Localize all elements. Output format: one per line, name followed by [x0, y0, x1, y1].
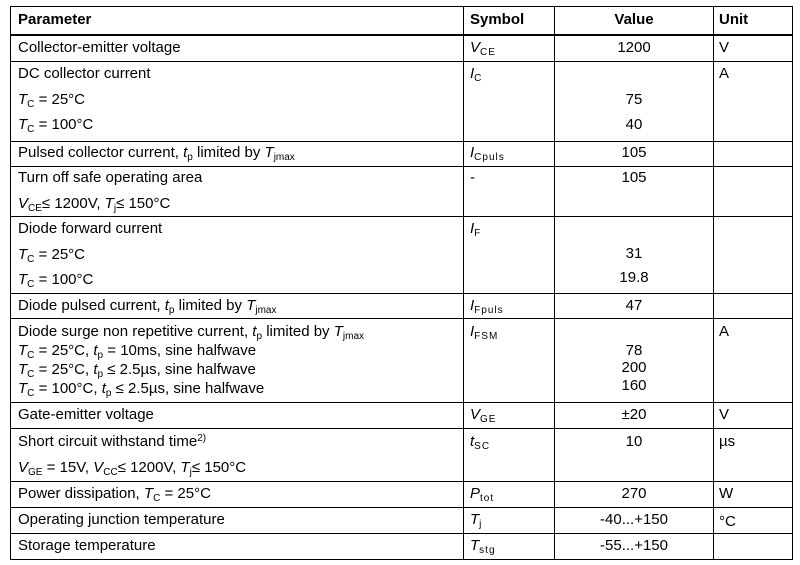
param-ifpuls: Diode pulsed current, $t_p$ limited by $T_{jmax}$	[18, 297, 277, 316]
param-ifsm: Diode surge non repetitive current, $t_p$ limited by $T_{jmax}$	[18, 323, 365, 342]
value-ic-2: 40	[625, 116, 643, 133]
symbol-tsc: $t_{SC}$	[470, 433, 491, 452]
value-tsc: 10	[625, 433, 643, 450]
param-tstg: Storage temperature	[18, 537, 156, 554]
param-icpuls: Pulsed collector current, $t_p$ limited by $T_{jmax}$	[18, 144, 295, 163]
rule	[10, 6, 793, 7]
value-vce: 1200	[617, 39, 651, 56]
rule	[10, 507, 793, 508]
unit-ic: A	[719, 65, 730, 82]
rule	[10, 61, 793, 62]
symbol-ic: $I_C$	[470, 65, 483, 84]
cond-if-1: $T_C = 25^\circ C$	[18, 246, 86, 265]
cond-ic-1: $T_C = 25^\circ C$	[18, 91, 86, 110]
value-ic-1: 75	[625, 91, 643, 108]
rule	[792, 6, 793, 560]
cond-ifsm-2: $T_C = 25^\circ C$, $t_p \le 2.5\mu s$, sine halfwave	[18, 361, 256, 380]
value-tj: -40...+150	[600, 511, 668, 528]
symbol-ptot: $P_{tot}$	[470, 485, 495, 504]
rule	[10, 428, 793, 429]
rule	[10, 559, 793, 560]
symbol-if: $I_F$	[470, 220, 482, 239]
symbol-icpuls: $I_{Cpuls}$	[470, 144, 505, 163]
rule	[10, 141, 793, 142]
unit-ifsm: A	[719, 323, 730, 340]
param-if: Diode forward current	[18, 220, 163, 237]
rule	[10, 318, 793, 319]
unit-vce: V	[719, 39, 730, 56]
value-ptot: 270	[621, 485, 647, 502]
unit-vge: V	[719, 406, 730, 423]
value-ifsm-3: 160	[621, 377, 647, 394]
header-parameter: Parameter	[18, 11, 92, 28]
value-soa: 105	[621, 169, 647, 186]
rule	[10, 293, 793, 294]
param-ptot: Power dissipation, $T_C = 25^\circ C$	[18, 485, 211, 504]
unit-ptot: W	[719, 485, 734, 502]
rule	[10, 216, 793, 217]
header-symbol: Symbol	[470, 11, 525, 28]
symbol-ifpuls: $I_{Fpuls}$	[470, 297, 504, 316]
param-ic: DC collector current	[18, 65, 151, 82]
unit-tsc: µs	[719, 433, 736, 450]
rule	[10, 481, 793, 482]
rule	[10, 6, 11, 560]
value-if-1: 31	[625, 245, 643, 262]
rule	[463, 6, 464, 560]
param-vce: Collector-emitter voltage	[18, 39, 181, 56]
rule	[10, 402, 793, 403]
cond-if-2: $T_C = 100^\circ C$	[18, 271, 94, 290]
header-unit: Unit	[719, 11, 749, 28]
value-ifsm-1: 78	[625, 342, 643, 359]
cond-soa: $V_{CE}\le 1200V$, $T_j\le 150^\circ C$	[18, 195, 171, 214]
rule	[10, 34, 793, 36]
param-tj: Operating junction temperature	[18, 511, 225, 528]
symbol-vge: $V_{GE}$	[470, 406, 497, 425]
value-ifpuls: 47	[625, 297, 643, 314]
value-ifsm-2: 200	[621, 359, 647, 376]
param-tsc: Short circuit withstand time$^{2)}$	[18, 433, 207, 450]
value-if-2: 19.8	[619, 269, 649, 286]
cond-ic-2: $T_C = 100^\circ C$	[18, 116, 94, 135]
symbol-vce: $V_{CE}$	[470, 39, 496, 58]
rule	[10, 166, 793, 167]
cond-tsc: $V_{GE} = 15V$, $V_{CC}\le 1200V$, $T_j\le 150^\circ C$	[18, 459, 247, 478]
cond-ifsm-3: $T_C = 100^\circ C$, $t_p \le 2.5\mu s$, sine halfwave	[18, 380, 265, 399]
param-soa: Turn off safe operating area	[18, 169, 203, 186]
value-icpuls: 105	[621, 144, 647, 161]
cond-ifsm-1: $T_C = 25^\circ C$, $t_p = 10ms$, sine halfwave	[18, 342, 257, 361]
value-vge: ±20	[621, 406, 647, 423]
header-value: Value	[614, 11, 654, 28]
symbol-soa: -	[470, 169, 475, 186]
symbol-tj: $T_j$	[470, 511, 483, 530]
unit-tj: °C	[719, 513, 736, 530]
value-tstg: -55...+150	[600, 537, 668, 554]
rule	[10, 533, 793, 534]
symbol-tstg: $T_{stg}$	[470, 537, 496, 556]
param-vge: Gate-emitter voltage	[18, 406, 154, 423]
symbol-ifsm: $I_{FSM}$	[470, 323, 499, 342]
